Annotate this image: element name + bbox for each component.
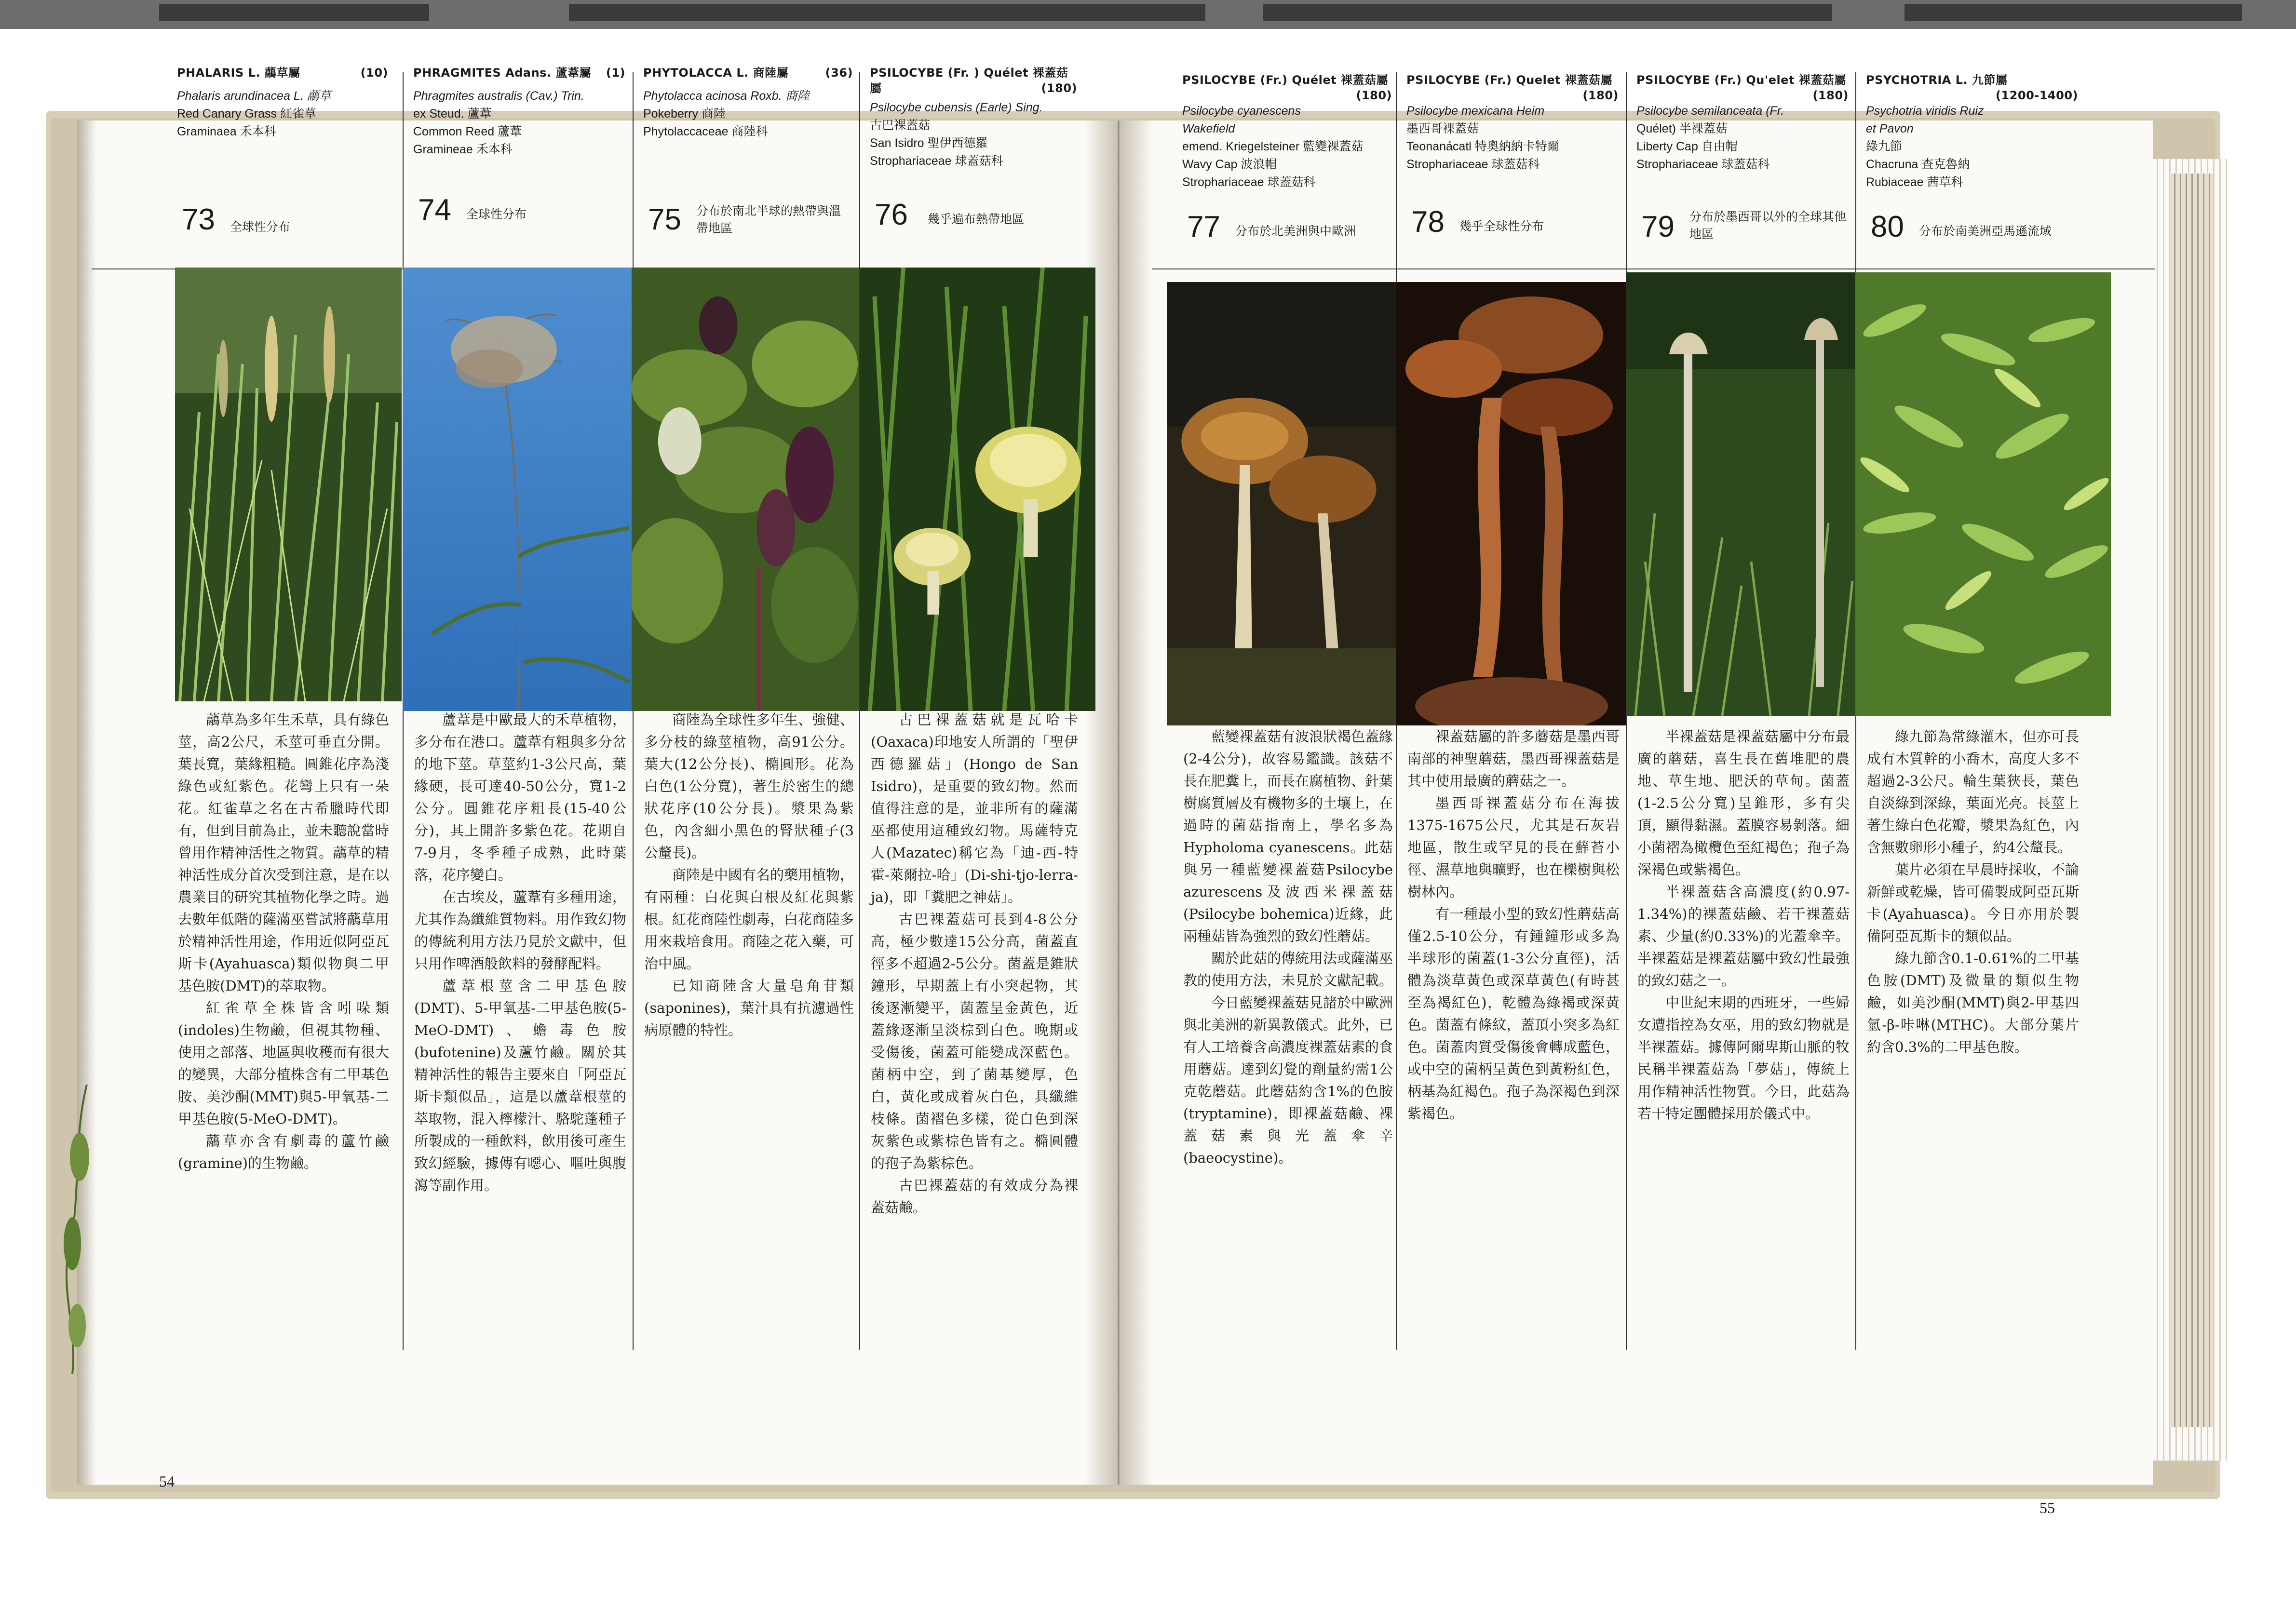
common-name: Teonanácatl 特奧納納卡特爾 [1406,140,1559,153]
photo-teonanacatl [1396,282,1627,725]
column-divider [633,72,634,1350]
species-name: Psilocybe cyanescens Wakefield [1182,104,1301,135]
common-name: Wavy Cap 波浪帽 [1182,158,1277,171]
genus-title: PSILOCYBE (Fr.) Quelet 裸蓋菇屬 (180) [1406,73,1619,102]
common-name: Chacruna 查克魯納 [1866,158,1970,171]
entry-header [413,65,625,268]
common-name: 墨西哥裸蓋菇 [1406,122,1479,135]
plant-decoration [58,1085,92,1374]
paragraph: 藍變裸蓋菇有波浪狀褐色蓋緣(2-4公分)，故容易鑑識。該菇不長在肥糞上，而長在腐植物、針葉樹腐質層及有機物多的土壤上，在過時的菌菇指南上，學名多為Hypholoma cyanescens。此菇與另一種藍變裸蓋菇Psilocybe azurescens及波西米裸蓋菇(Psilocybe bohemica)近緣，此兩種菇皆為強烈的致幻性蘑菇。 [1183,728,1393,944]
family-name: Strophariaceae 球蓋菇科 [1182,175,1316,189]
entry-number: 75 [648,203,681,236]
photo-red-canary-grass [175,268,402,701]
species-block [177,87,388,141]
family-name: Rubiaceae 茜草科 [1866,175,1963,189]
entry-header [1636,72,1849,275]
entry-text [1407,725,1620,1125]
paragraph: 葉片必須在早晨時採收，不論新鮮或乾燥，皆可備製成阿亞瓦斯卡(Ayahuasca)。今日亦用於製備阿亞瓦斯卡的類似品。 [1867,861,2079,944]
entry-header [177,65,388,268]
paragraph: 紅雀草全株皆含吲哚類(indoles)生物鹼，但視其物種、使用之部落、地區與收穫而有很大的變異，大部分植株含有二甲基色胺、美沙酮(MMT)與5-甲氧基-二甲基色胺(5-MeO-DMT)。 [178,1000,389,1127]
species-block [1866,102,2078,191]
species-block [870,99,1077,170]
family-name: Phytolaccaceae 商陸科 [643,125,768,138]
photo-pokeberry [632,268,863,711]
paragraph: 已知商陸含大量皂角苷類(saponines)，葉汁具有抗濾過性病原體的特性。 [644,978,854,1038]
entry-psilocybe-cubensis [864,65,1081,1347]
species-block [1406,102,1619,174]
species-name: Psychotria viridis Ruiz et Pavon [1866,104,1984,135]
species-name-cont: ex Steud. 蘆葦 [413,107,492,121]
species-name: Phytolacca acinosa Roxb. 商陸 [643,89,810,103]
distribution: 分布於墨西哥以外的全球其他地區 [1689,210,1847,241]
entry-number: 80 [1871,210,1904,243]
scanner-slot [159,4,429,21]
entry-number: 74 [418,193,451,227]
scanner-slot [1904,4,2242,21]
page-number-left: 54 [159,1473,175,1490]
paragraph: 關於此菇的傳統用法或薩滿巫教的使用方法，未見於文獻記載。 [1183,950,1393,989]
distribution: 分布於南北半球的熱帶與溫帶地區 [696,204,841,235]
family-name: Strophariaceae 球蓋菇科 [870,154,1003,168]
scanner-slot [1263,4,1832,21]
paragraph: 虉草為多年生禾草，具有綠色莖，高2公尺，禾莖可垂直分開。葉長寬，葉緣粗糙。圓錐花序為淺綠色或紅紫色。花彎上只有一朵花。紅雀草之名在古希臘時代即有，但到目前為止，並未聽說當時曾用作精神活性之物質。虉草的精神活性成分首次受到注意，是在以農業目的研究其植物化學之時。過去數年低階的薩滿巫嘗試將虉草用於精神活性用途，作用近似阿亞瓦斯卡(Ayahuasca)類似物與二甲基色胺(DMT)的萃取物。 [178,711,389,994]
photo-wavy-cap [1167,282,1401,725]
distribution: 全球性分布 [466,207,527,221]
entry-number: 77 [1187,210,1220,243]
genus-title: PSILOCYBE (Fr.) Quélet 裸蓋菇屬 (180) [1182,73,1392,102]
paragraph: 商陸為全球性多年生、強健、多分枝的綠莖植物，高91公分。葉大(12公分長)、橢圓形。花為白色(1公分寬)，著生於密生的總狀花序(10公分長)。漿果為紫色，內含細小黑色的腎狀種子(3公釐長)。 [644,711,854,861]
paragraph: 在古埃及，蘆葦有多種用途，尤其作為纖維質物料。用作致幻物的傳統利用方法乃見於文獻中，但只用作啤酒般飲料的發酵配料。 [414,889,626,972]
entry-text [1183,725,1393,1169]
paragraph: 商陸是中國有名的藥用植物，有兩種：白花與白根及紅花與紫根。紅花商陸性劇毒，白花商陸多用來栽培食用。商陸之花入藥，可治中風。 [644,867,854,972]
paragraph: 有一種最小型的致幻性蘑菇高僅2.5-10公分，有鍾鐘形或多為半球形的菌蓋(1-3公分直徑)，活體為淡草黃色或深草黃色(有時甚至為褐紅色)，乾體為綠褐或深黃色。菌蓋有條紋，蓋頂小突多為紅色。菌蓋肉質受傷後會轉成藍色，或中空的菌柄呈黃色到黃粉紅色，柄基為紅褐色。孢子為深褐色到深紫褐色。 [1407,906,1620,1122]
entry-phragmites [407,65,629,1347]
common-name: Liberty Cap 自由帽 [1636,140,1738,153]
entry-phalaris [171,65,392,1347]
common-name: Pokeberry 商陸 [643,107,726,121]
family-name: Gramineae 禾本科 [413,143,513,156]
species-name-cont: emend. Kriegelsteiner 藍變裸蓋菇 [1182,140,1364,153]
column-divider [403,72,404,1350]
distribution: 分布於南美洲亞馬遜流域 [1919,224,2052,238]
paragraph: 古巴裸蓋菇可長到4-8公分高，極少數達15公分高，菌蓋直徑多不超過2-5公分。菌蓋是錐狀鐘形，早期蓋上有小突起物，其後逐漸變平，菌蓋呈金黃色，近蓋緣逐漸呈淡棕到白色。晚期或受傷後，菌蓋可能變成深藍色。菌柄中空，到了菌基變厚，色白，黃化或成着灰白色，具纖維枝條。菌褶色多樣，從白色到深灰紫色或紫棕色皆有之。橢圓體的孢子為紫棕色。 [871,911,1078,1171]
page-number-right: 55 [2039,1499,2055,1516]
entry-header [1182,72,1392,275]
species-name: Psilocybe mexicana Heim [1406,104,1545,118]
paragraph: 半裸蓋菇是裸蓋菇屬中分布最廣的蘑菇，喜生長在舊堆肥的農地、草生地、肥沃的草甸。菌蓋(1-2.5公分寬)呈錐形，多有尖頂，顯得黏濕。蓋膜容易剝落。細小菌褶為橄欖色至紅褐色；孢子為深褐色或紫褐色。 [1637,728,1850,878]
genus-title: PHALARIS L. 虉草屬 (10) [177,66,388,80]
entry-psilocybe-mexicana [1401,65,1622,1347]
distribution: 幾乎遍布熱帶地區 [928,212,1025,226]
paragraph: 古巴裸蓋菇就是瓦哈卡(Oaxaca)印地安人所謂的「聖伊西德羅菇」(Hongo de San Isidro)，是重要的致幻物。然而值得注意的是，並非所有的薩滿巫都使用這種致幻物。馬薩特克人(Mazatec)稱它為「迪-西-特霍-萊爾拉-哈」(Di-shi-tjo-lerra-ja)，即「糞肥之神菇」。 [871,711,1078,905]
genus-title: PHYTOLACCA L. 商陸屬 (36) [643,66,853,80]
family-name: Strophariaceae 球蓋菇科 [1406,158,1540,171]
family-name: Strophariaceae 球蓋菇科 [1636,158,1770,171]
distribution: 分布於北美洲與中歐洲 [1235,224,1356,238]
column-divider [859,72,860,1350]
entry-text [1867,725,2079,1058]
species-block [413,87,625,159]
paragraph: 中世紀末期的西班牙，一些婦女遭指控為女巫，用的致幻物就是半裸蓋菇。據傳阿爾卑斯山脈的牧民稱半裸蓋菇為「夢菇」，傳統上用作精神活性物質。今日，此菇為若干特定團體採用於儀式中。 [1637,994,1850,1122]
common-name: Red Canary Grass 紅雀草 [177,107,316,121]
entry-number: 73 [182,203,215,236]
paragraph: 蘆葦根莖含二甲基色胺(DMT)、5-甲氧基-二甲基色胺(5-MeO-DMT)、蟾毒色胺(bufotenine)及蘆竹鹼。關於其精神活性的報告主要來自「阿亞瓦斯卡類似品」，這是以蘆葦根莖的萃取物，混入檸檬汁、駱駝蓬種子所製成的一種飲料，飲用後可產生致幻經驗，據傳有噁心、嘔吐與腹瀉等副作用。 [414,978,626,1194]
entry-header [870,65,1077,268]
entry-psilocybe-semilanceata [1631,65,1852,1347]
scanner-bar [0,0,2296,29]
paragraph: 半裸蓋菇含高濃度(約0.97-1.34%)的裸蓋菇鹼、若干裸蓋菇素、少量(約0.33%)的光蓋傘辛。半裸蓋菇是裸蓋菇屬中致幻性最強的致幻菇之一。 [1637,884,1850,989]
species-name: Psilocybe cubensis (Earle) Sing. [870,101,1043,114]
paragraph: 墨西哥裸蓋菇分布在海拔1375-1675公尺，尤其是石灰岩地區，散生或罕見的長在蘚苔小徑、濕草地與曠野，也在櫟樹與松樹林內。 [1407,795,1620,900]
genus-title: PSYCHOTRIA L. 九節屬 (1200-1400) [1866,73,2078,102]
species-name-cont: Quélet) 半裸蓋菇 [1636,122,1728,135]
family-name: Graminaea 禾本科 [177,125,276,138]
species-name: Psilocybe semilanceata (Fr. [1636,104,1784,118]
entry-text [178,709,389,1174]
species-name: Phragmites australis (Cav.) Trin. [413,89,584,103]
entry-number: 76 [875,198,908,231]
genus-title: PSILOCYBE (Fr. ) Quélet 裸蓋菇屬 (180) [870,66,1077,95]
common-name: Common Reed 蘆葦 [413,125,522,138]
entry-text [1637,725,1850,1125]
genus-title: PSILOCYBE (Fr.) Qu'elet 裸蓋菇屬 (180) [1636,73,1849,102]
photo-chacruna [1855,272,2111,716]
entry-header [1406,72,1619,275]
photo-common-reed [403,268,634,711]
entry-text [871,709,1078,1219]
entry-psilocybe-cyanescens [1176,65,1396,1347]
paragraph: 蘆葦是中歐最大的禾草植物，多分布在港口。蘆葦有粗與多分岔的地下莖。草莖約1-3公尺高，葉緣硬，長可達40-50公分，寬1-2公分。圓錐花序粗長(15-40公分)，其上開許多紫色花。花期自7-9月，冬季種子成熟，此時葉落，花序變白。 [414,711,626,883]
entry-psychotria [1860,65,2082,1347]
paragraph: 綠九節為常綠灌木，但亦可長成有木質幹的小喬木，高度大多不超過2-3公尺。輪生葉狹長，葉色自淡綠到深綠，葉面光亮。長莖上著生綠白色花瓣，漿果為紅色，內含無數卵形小種子，約4公釐長。 [1867,728,2079,856]
entry-text [414,709,626,1196]
entry-number: 79 [1641,210,1675,243]
distribution: 幾乎全球性分布 [1459,219,1544,233]
common-name: San Isidro 聖伊西德羅 [870,136,988,150]
photo-liberty-cap [1626,272,1857,716]
distribution: 全球性分布 [230,220,291,234]
species-block [1636,102,1849,174]
paragraph: 古巴裸蓋菇的有效成分為裸蓋菇鹼。 [871,1177,1078,1216]
common-name: 古巴裸蓋菇 [870,119,931,132]
entry-header [643,65,853,268]
species-name: Phalaris arundinacea L. 虉草 [177,89,331,103]
entry-number: 78 [1411,205,1445,239]
species-block [1182,102,1392,191]
paragraph: 裸蓋菇屬的許多蘑菇是墨西哥南部的神聖蘑菇，墨西哥裸蓋菇是其中使用最廣的蘑菇之一。 [1407,728,1620,789]
entry-text [644,709,854,1041]
photo-psilocybe-cubensis [860,268,1095,711]
entry-phytolacca [637,65,857,1347]
genus-title: PHRAGMITES Adans. 蘆葦屬 (1) [413,66,625,80]
paragraph: 今日藍變裸蓋菇見諸於中歐洲與北美洲的新異教儀式。此外，已有人工培養含高濃度裸蓋菇素的食用蘑菇。達到幻覺的劑量約需1公克乾蘑菇。此蘑菇約含1%的色胺(tryptamine)，即裸蓋菇鹼、裸蓋菇素與光蓋傘辛(baeocystine)。 [1183,994,1393,1166]
paragraph: 綠九節含0.1-0.61%的二甲基色胺(DMT)及微量的類似生物鹼，如美沙酮(MMT)與2-甲基四氫-β-咔啉(MTHC)。大部分葉片約含0.3%的二甲基色胺。 [1867,950,2079,1055]
common-name: 綠九節 [1866,140,1903,153]
entry-header [1866,72,2078,275]
page-tabs [2170,174,2213,1427]
species-block [643,87,853,141]
scanner-slot [569,4,1205,21]
paragraph: 虉草亦含有劇毒的蘆竹鹼(gramine)的生物鹼。 [178,1133,389,1171]
